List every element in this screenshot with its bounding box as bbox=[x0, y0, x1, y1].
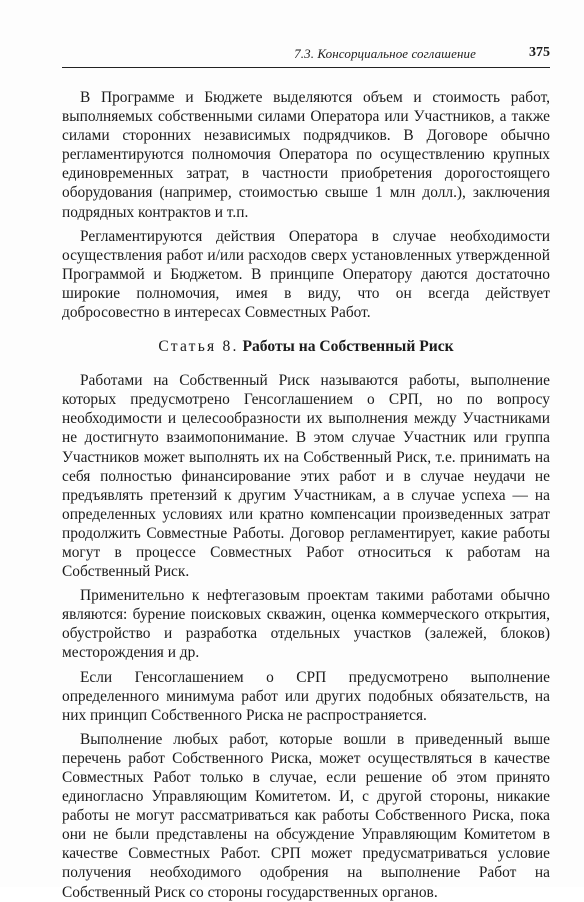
page-body bbox=[62, 88, 550, 902]
section-title: Работы на Собственный Риск bbox=[242, 338, 454, 356]
running-head-title: 7.3. Консорциальное соглашение bbox=[294, 46, 476, 61]
section-heading bbox=[62, 337, 550, 357]
paragraph: Выполнение любых работ, которые вошли в приведенный выше перечень работ Собственного Риска, может осуществляться в качестве Совместных Работ только в случае, если решение об этом принято единогласно Управляющим Комитетом. И, с другой стороны, никакие работы не могут рассматриваться как работы Собственного Риска, пока они не были представлены на обсуждение Управляющим Комитетом в качестве Совместных Работ. СРП может предусматриваться условие получения необходимого одобрения на выполнение Работ на Собственный Риск со стороны государственных органов. bbox=[62, 730, 550, 901]
paragraph: В Программе и Бюджете выделяются объем и стоимость работ, выполняемых собственными силами Оператора или Участников, а также силами сторонних независимых подрядчиков. В Договоре обычно регламентируются полномочия Оператора по осуществлению крупных единовременных затрат, в частности приобретения дорогостоящего оборудования (например, стоимостью свыше 1 млн долл.), заключения подрядных контрактов и т.п. bbox=[62, 89, 550, 221]
page-number: 375 bbox=[529, 45, 550, 60]
paragraph: Регламентируются действия Оператора в случае необходимости осуществления работ и/или расходов сверх установленных утвержденной Программой и Бюджетом. В принципе Оператору даются достаточно широкие полномочия, имея в виду, что он всегда действует добросовестно в интересах Совместных Работ. bbox=[62, 227, 550, 322]
section-label: Статья 8. bbox=[158, 338, 239, 356]
paragraph: Применительно к нефтегазовым проектам такими работами обычно являются: бурение поисковых скважин, оценка коммерческого открытия, обустройство и разработка отдельных участков (залежей, блоков) месторождения и др. bbox=[62, 587, 550, 662]
paragraph: Если Генсоглашением о СРП предусмотрено выполнение определенного минимума работ или других подобных обязательств, на них принцип Собственного Риска не распространяется. bbox=[62, 668, 550, 724]
running-head bbox=[62, 44, 550, 66]
header-rule bbox=[62, 67, 550, 68]
paragraph: Работами на Собственный Риск называются работы, выполнение которых предусмотрено Генсоглашением о СРП, но по вопросу необходимости и целесообразности их выполнения между Участниками не достигнуто взаимопонимание. В этом случае Участник или группа Участников может выполнять их на Собственный Риск, т.е. принимать на себя полностью финансирование этих работ и в случае неудачи не предъявлять претензий к другим Участникам, а в случае успеха — на определенных условиях или кратно компенсации произведенных затрат продолжить Совместные Работы. Договор регламентирует, какие работы могут в процессе Совместных Работ относиться к работам на Собственный Риск. bbox=[62, 372, 550, 581]
